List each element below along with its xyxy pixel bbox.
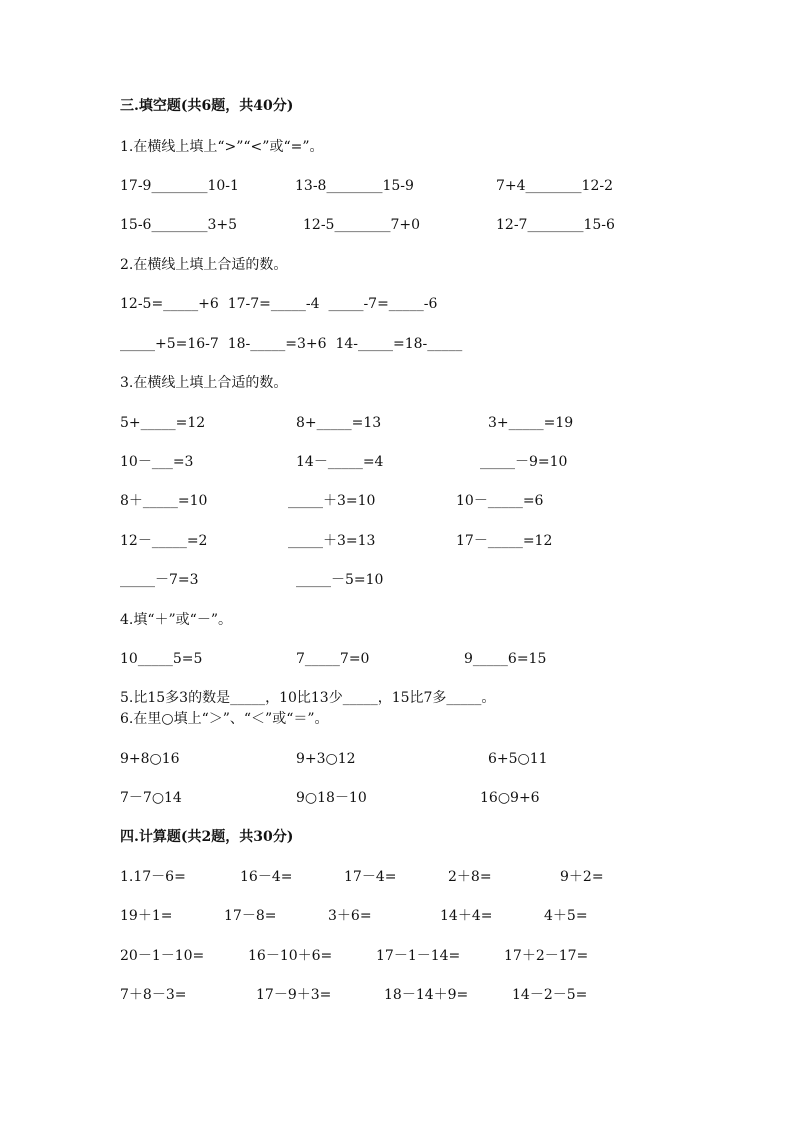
q6-item: 6+5○11 bbox=[488, 751, 548, 767]
q3-item: 8＋_____=10 bbox=[120, 493, 208, 509]
q6-item: 9+8○16 bbox=[120, 751, 180, 767]
calc-item: 20－1－10= bbox=[120, 948, 205, 964]
q3-item: 3+_____=19 bbox=[488, 415, 574, 431]
q3-item: _____－9=10 bbox=[480, 454, 568, 470]
q4-item: 9_____6=15 bbox=[464, 651, 547, 667]
q6-item: 16○9+6 bbox=[480, 790, 540, 806]
q1-item: 12-5________7+0 bbox=[303, 217, 420, 233]
calc-item: 4＋5= bbox=[544, 908, 588, 924]
calc-item: 17＋2－17= bbox=[504, 948, 589, 964]
q1-item: 13-8________15-9 bbox=[295, 178, 414, 194]
q3-item: 5+_____=12 bbox=[120, 415, 206, 431]
q1-item: 7+4________12-2 bbox=[496, 178, 613, 194]
q2-prompt: 2.在横线上填上合适的数。 bbox=[120, 257, 288, 273]
calc-item: 17－8= bbox=[224, 908, 277, 924]
q1-item: 17-9________10-1 bbox=[120, 178, 239, 194]
q2-line: _____+5=16-7 18-_____=3+6 14-_____=18-_____ bbox=[120, 336, 463, 352]
section-3-heading: 三.填空题(共6题，共40分) bbox=[120, 98, 294, 114]
q4-item: 7_____7=0 bbox=[296, 651, 370, 667]
q4-item: 10_____5=5 bbox=[120, 651, 203, 667]
q5-prompt: 5.比15多3的数是_____，10比13少_____，15比7多_____。 bbox=[120, 690, 496, 706]
q3-item: _____＋3=10 bbox=[288, 493, 376, 509]
calc-item: 3＋6= bbox=[328, 908, 372, 924]
q4-prompt: 4.填“＋”或“－”。 bbox=[120, 612, 232, 628]
calc-item: 2＋8= bbox=[448, 869, 492, 885]
calc-item: 14－2－5= bbox=[512, 987, 588, 1003]
calc-item: 9＋2= bbox=[560, 869, 604, 885]
q2-line: 12-5=_____+6 17-7=_____-4 _____-7=_____-6 bbox=[120, 296, 438, 312]
calc-item: 14＋4= bbox=[440, 908, 493, 924]
q3-item: 8+_____=13 bbox=[296, 415, 382, 431]
q6-item: 9○18－10 bbox=[296, 790, 367, 806]
calc-item: 16－4= bbox=[240, 869, 293, 885]
q3-item: 17－_____=12 bbox=[456, 533, 553, 549]
calc-item: 7＋8－3= bbox=[120, 987, 187, 1003]
q1-item: 12-7________15-6 bbox=[496, 217, 615, 233]
q6-item: 9+3○12 bbox=[296, 751, 356, 767]
q3-item: 14－_____=4 bbox=[296, 454, 384, 470]
section-4-heading: 四.计算题(共2题，共30分) bbox=[120, 829, 294, 845]
q3-prompt: 3.在横线上填上合适的数。 bbox=[120, 375, 288, 391]
q3-item: 10－___=3 bbox=[120, 454, 194, 470]
q3-item: _____－7=3 bbox=[120, 572, 199, 588]
calc-item: 19＋1= bbox=[120, 908, 173, 924]
calc-item: 17－1－14= bbox=[376, 948, 461, 964]
calc-item: 17－9＋3= bbox=[256, 987, 332, 1003]
calc-item: 16－10＋6= bbox=[248, 948, 333, 964]
q1-prompt: 1.在横线上填上“>”“<”或“=”。 bbox=[120, 139, 324, 155]
calc-item: 18－14＋9= bbox=[384, 987, 469, 1003]
q1-item: 15-6________3+5 bbox=[120, 217, 237, 233]
calc-item: 17－4= bbox=[344, 869, 397, 885]
q3-item: _____－5=10 bbox=[296, 572, 384, 588]
q6-prompt: 6.在里○填上“＞”、“＜”或“＝”。 bbox=[120, 711, 329, 727]
q6-item: 7－7○14 bbox=[120, 790, 182, 806]
q3-item: 10－_____=6 bbox=[456, 493, 544, 509]
q3-item: _____＋3=13 bbox=[288, 533, 376, 549]
q3-item: 12－_____=2 bbox=[120, 533, 208, 549]
calc-item: 1.17－6= bbox=[120, 869, 186, 885]
